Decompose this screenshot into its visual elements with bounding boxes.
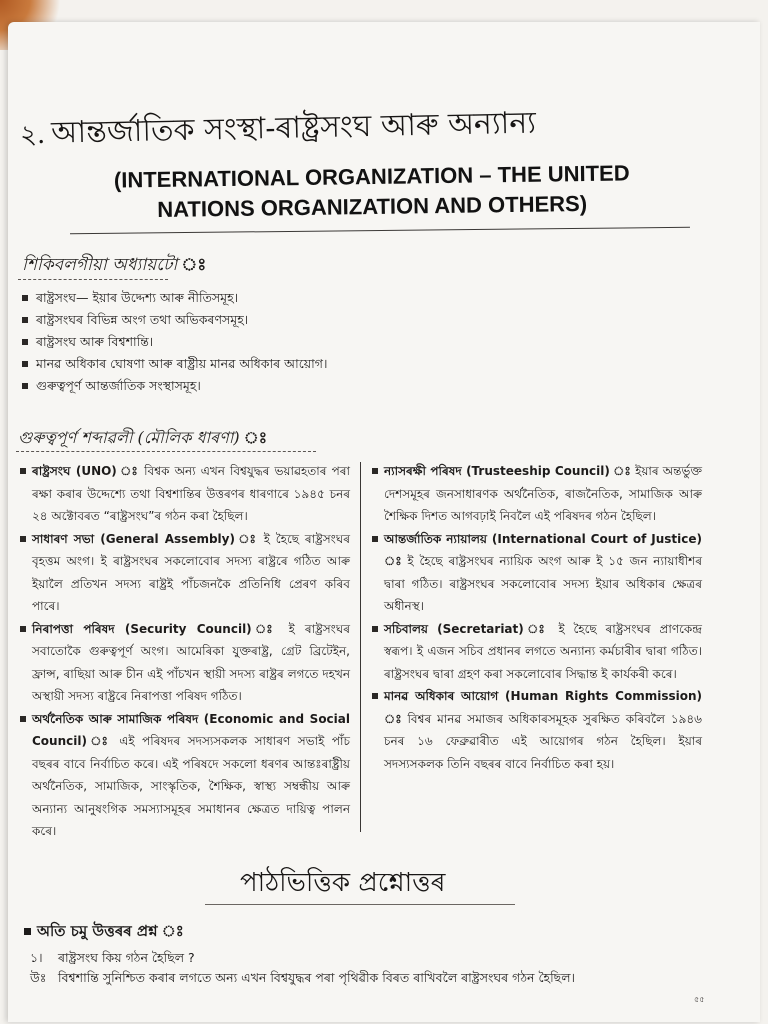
term-text: ই ৰাষ্ট্ৰসংঘৰ সবাতোকৈ গুৰুত্বপূৰ্ণ অংগ। আমেৰিকা যুক্তৰাষ্ট্ৰ, গ্ৰেট ব্ৰিটেইন, ফ্ৰান্স, ৰাছিয়া আৰু চীন এই পাঁচখন স্থায়ী সদস্য ৰাষ্ট্ৰৰ লগতে দহখন অস্থায়ী সদস্য ৰাষ্ট্ৰৰে নিৰাপত্তা পৰিষদ গঠিত। [32,621,351,703]
list-item: মানৱ অধিকাৰ ঘোষণা আৰু ৰাষ্ট্ৰীয় মানৱ অধিকাৰ আয়োগ। [22,353,422,375]
chapter-title-assamese: আন্তৰ্জাতিক সংস্থা-ৰাষ্ট্ৰসংঘ আৰু অন্যান্য [50,105,537,151]
list-item: ৰাষ্ট্ৰসংঘৰ বিভিন্ন অংগ তথা অভিকৰণসমূহ। [22,309,422,331]
chapter-title-english-line2: NATIONS ORGANIZATION AND OTHERS) [157,190,588,222]
questions-title-underline [205,904,515,905]
terms-section-label [18,425,267,452]
questions-section-title: পাঠভিত্তিক প্ৰশ্নোত্তৰ [240,868,446,898]
list-item: গুৰুত্বপূৰ্ণ আন্তৰ্জাতিক সংস্থাসমূহ। [22,375,422,397]
term-heading: সচিবালয় (Secretariat) ঃ [384,621,550,636]
learn-section-label-text: শিকিবলগীয়া অধ্যায়টো [22,255,178,275]
term-uno [20,460,350,528]
term-economic-social-council [20,708,350,843]
terms-right-column [372,460,702,775]
terms-left-column [20,460,350,843]
term-trusteeship-council [372,460,702,528]
term-heading: সাধাৰণ সভা (General Assembly) ঃ [32,531,258,546]
column-divider [360,462,361,832]
term-text: বিশ্বক অন্য এখন বিশ্বযুদ্ধৰ ভয়াৱহতাৰ পৰা ৰক্ষা কৰাৰ উদ্দেশ্যে তথা বিশ্বশান্তিৰ উত্তৰণৰ ধাৰণাৰে ১৯৪৫ চনৰ ২৪ অক্টোবৰত “ৰাষ্ট্ৰসংঘ”ৰ গঠন কৰা হৈছিল। [32,464,350,523]
term-text: ই হৈছে ৰাষ্ট্ৰসংঘৰ বৃহত্তম অংগ। ই ৰাষ্ট্ৰসংঘৰ সকলোবোৰ সদস্য ৰাষ্ট্ৰৰে গঠিত আৰু ইয়ালৈ প্ৰতিখন সদস্য ৰাষ্ট্ৰই পাঁচজনকৈ প্ৰতিনিধি প্ৰেৰণ কৰিব পাৰে। [32,531,350,613]
term-secretariat [372,618,702,686]
term-general-assembly [20,528,350,618]
term-text: ই হৈছে ৰাষ্ট্ৰসংঘৰ ন্যায়িক অংগ আৰু ই ১৫ জন ন্যায়াধীশৰ দ্বাৰা গঠিত। ৰাষ্ট্ৰসংঘৰ সকলোবোৰ সদস্য ইয়াৰ অধিকাৰ ক্ষেত্ৰৰ অধীনস্থ। [384,554,702,613]
chapter-title-english [32,157,713,226]
terms-section-underline [16,451,316,453]
terms-section-colon: ঃ [243,428,268,447]
question-text: ৰাষ্ট্ৰসংঘ কিয় গঠন হৈছিল ? [58,950,195,965]
term-heading: অৰ্থনৈতিক আৰু সামাজিক পৰিষদ (Economic and Social Council) ঃ [32,711,350,748]
term-text: ইয়াৰ অন্তৰ্ভুক্ত দেশসমূহৰ জনসাধাৰণক অৰ্থনৈতিক, ৰাজনৈতিক, সামাজিক আৰু শৈক্ষিক দিশত আগবঢ়াই নিবলৈ এই পৰিষদৰ গঠন হৈছিল। [384,464,702,523]
term-text: বিশ্বৰ মানৱ সমাজৰ অধিকাৰসমূহক সুৰক্ষিত কৰিবলৈ ১৯৪৬ চনৰ ১৬ ফেব্ৰুৱাৰীত এই আয়োগৰ গঠন হৈছিল। ইয়াৰ সদস্যসকলক তিনি বছৰৰ বাবে নিৰ্বাচিত কৰা হয়। [384,711,702,771]
page-number: ৫৫ [694,995,705,1004]
very-short-questions-heading: অতি চমু উত্তৰৰ প্ৰশ্ন ঃ [24,920,184,945]
answer-text: বিশ্বশান্তি সুনিশ্চিত কৰাৰ লগতে অন্য এখন বিশ্বযুদ্ধৰ পৰা পৃথিৱীক বিৰত ৰাখিবলৈ ৰাষ্ট্ৰসংঘৰ গঠন হৈছিল। [58,970,575,985]
term-human-rights-commission [372,685,702,775]
term-text: ই হৈছে ৰাষ্ট্ৰসংঘৰ প্ৰাণকেন্দ্ৰ স্বৰূপ। ই এজন সচিব প্ৰধানৰ লগতে অন্যান্য কৰ্মচাৰীৰ দ্বাৰা গঠিত। ৰাষ্ট্ৰসংঘৰ দ্বাৰা গ্ৰহণ কৰা সকলোবোৰ সিদ্ধান্ত ই কাৰ্যকৰী কৰে। [384,621,702,681]
learn-section-colon: ঃ [181,255,207,275]
terms-section-label-text: গুৰুত্বপূৰ্ণ শব্দাৱলী (মৌলিক ধাৰণা) [18,428,240,447]
term-heading: ন্যাসৰক্ষী পৰিষদ (Trusteeship Council) ঃ [384,464,632,478]
list-item: ৰাষ্ট্ৰসংঘ— ইয়াৰ উদ্দেশ্য আৰু নীতিসমূহ। [22,287,422,309]
term-heading: নিৰাপত্তা পৰিষদ (Security Council) ঃ [32,621,279,636]
learn-section-underline [18,279,168,281]
question-number: ১। [30,950,43,965]
chapter-title-english-line1: (INTERNATIONAL ORGANIZATION – THE UNITED [113,160,630,193]
term-heading: আন্তৰ্জাতিক ন্যায়ালয় (International Court of Justice) ঃ [384,531,702,568]
answer-mark: উঃ [30,970,47,985]
learn-section-label [22,252,206,280]
term-heading: মানৱ অধিকাৰ আয়োগ (Human Rights Commission) ঃ [384,689,702,726]
question-row [30,948,195,968]
answer-row [30,968,575,988]
learning-objectives-list [22,287,422,397]
term-security-council [20,618,350,708]
list-item: ৰাষ্ট্ৰসংঘ আৰু বিশ্বশান্তি। [22,331,422,353]
term-heading: ৰাষ্ট্ৰসংঘ (UNO) ঃ [32,464,140,478]
chapter-number: ২. [19,119,46,151]
terms-columns [20,460,720,840]
term-international-court [372,528,702,618]
term-text: এই পৰিষদৰ সদস্যসকলক সাধাৰণ সভাই পাঁচ বছৰৰ বাবে নিৰ্বাচিত কৰে। এই পৰিষদে সকলো ধৰণৰ আন্তঃৰাষ্ট্ৰীয় অৰ্থনৈতিক, সামাজিক, সাংস্কৃতিক, শৈক্ষিক, স্বাস্থ্য সম্বন্ধীয় আৰু অন্যান্য আনুষংগিক সমস্যাসমূহৰ সমাধানৰ ক্ষেত্ৰত দায়িত্ব পালন কৰে। [32,734,351,838]
